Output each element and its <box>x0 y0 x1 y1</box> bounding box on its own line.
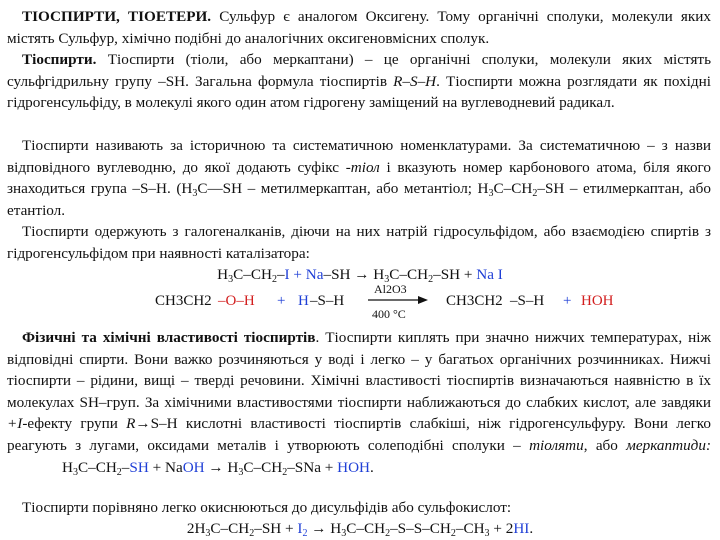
section-title: ТІОСПИРТИ, ТІОЕТЕРИ. <box>22 8 212 25</box>
product-ethyl: CH3CH2 <box>446 293 503 309</box>
paragraph-preparation: Тіоспирти одержують з галогеналканів, діючи на них натрій гідросульфідом, або взаємодією спиртів з гідрогенсульфідом при наявності каталізатора: <box>7 223 711 262</box>
paragraph-properties: Фізичні та хімічні властивості тіоспиртів. Тіоспирти киплять при значно нижчих температурах, ніж відповідні спирти. Вони важко розчиняються у воді і легко – у багатьох органічних розчинниках. Нижчі тіоспирти – рідини, вищі – тверді речовини. Хімічні властивості тіоспиртів визначаються наявністю в їх молекулах SH–груп. За хімічними властивостями тіоспирти наближаються до слабких кислот, але завдяки +I-ефекту групи R→S–H кислотні властивості тіоспиртів слабкіші, ніж гідрогенсульфуру. Вони легко реагують з лугами, оксидами металів і утворюють солеподібні сполуки – тіоляти, або $меркаптиди:H_3C-CH_2-SH$ + NaOH → $H_3C-CH_2$–SNa + HOH. <box>7 329 712 478</box>
paragraph-nomenclature: Тіоспирти називають за історичною та систематичною номенклатурами. За систематичною – з назви відповідного вуглеводню, до якої додають суфікс -тіол і вказують номер карбонового атома, біля якого знаходиться група –S–H. ($H_3C—SH$ – метилмеркаптан, або метантіол; $H_3C-CH_2-SH$ – етилмеркаптан, або етантіол. <box>7 137 711 219</box>
hydroxyl-group: –O–H <box>218 293 255 309</box>
product-sulfhydryl: –S–H <box>510 293 545 309</box>
subsection-title: Тіоспирти. <box>22 51 97 68</box>
paragraph-oxidation: Тіоспирти порівняно легко окиснюються до дисульфідів або сульфокислот: <box>22 499 512 516</box>
reaction-scheme <box>0 283 720 323</box>
water-product: HOH <box>581 293 614 309</box>
subsection-title-properties: Фізичні та хімічні властивості тіоспиртів <box>22 329 316 346</box>
catalyst-label: Al2O3 <box>374 283 407 296</box>
equation-oxidation: $2H_3C-CH_2-SH + I_2 \to H_3C-CH_2-S-S-CH_2-CH_3 + 2HI$. <box>186 520 534 539</box>
plus-sign: + <box>277 293 286 309</box>
equation-thiolate: $H_3C-CH_2-SH$ + NaOH → $H_3C-CH_2$–SNa + HOH. <box>62 458 374 478</box>
plus-sign-2: + <box>563 293 572 309</box>
equation-preparation: $H_3C-CH_2-I + Na-SH \to H_3C-CH_2-SH + Na$ I <box>217 266 503 285</box>
general-formula: R–S–H <box>393 72 437 90</box>
reactant-ethyl: CH3CH2 <box>155 293 212 309</box>
sulfhydryl-group: –S–H <box>310 293 345 309</box>
reaction-arrow-head <box>418 296 428 304</box>
paragraph-thiols-definition: Тіоспирти. Тіоспирти (тіоли, або меркаптани) – це органічні сполуки, молекули яких містять сульфгідрильну групу –SH. Загальна формула тіоспиртів R–S–H. Тіоспирти можна розглядати як похідні гідрогенсульфіду, в молекулі якого один атом гідрогену заміщений на вуглеводневий радикал. <box>7 51 711 112</box>
temperature-label: 400 °C <box>372 307 406 321</box>
paragraph-intro: ТІОСПИРТИ, ТІОЕТЕРИ. Сульфур є аналогом Оксигену. Тому органічні сполуки, молекули яких містять Сульфур, хімічно подібні до аналогічних оксигеновмісних сполук. <box>7 8 712 47</box>
hydrogen-atom: H <box>298 293 309 309</box>
